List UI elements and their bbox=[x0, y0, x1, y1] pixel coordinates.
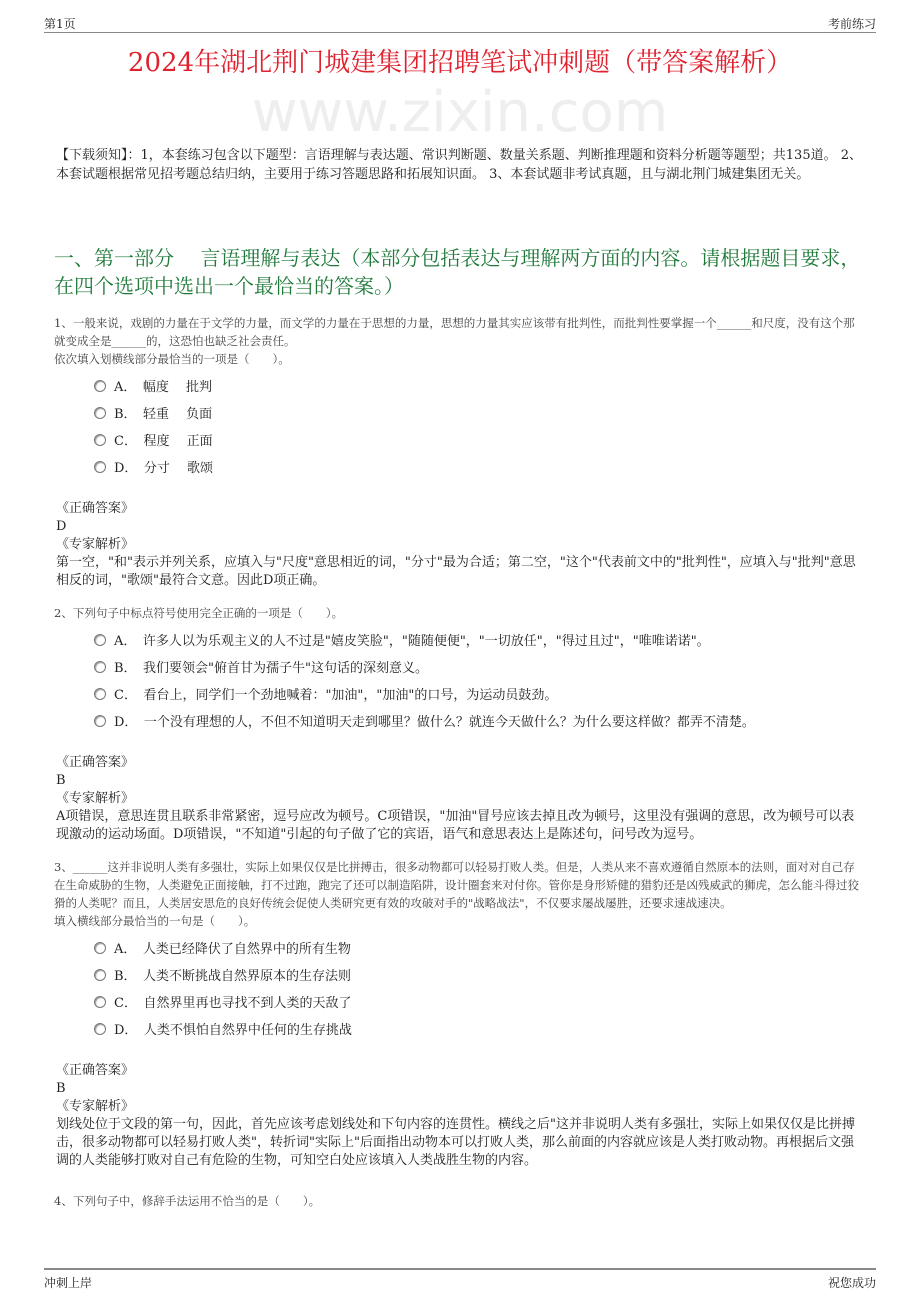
option-label: C． 自然界里再也寻找不到人类的天敌了 bbox=[114, 996, 352, 1011]
option-c[interactable] bbox=[94, 990, 866, 1017]
radio-icon[interactable] bbox=[94, 969, 106, 981]
option-b[interactable] bbox=[94, 963, 866, 990]
option-label: D． 分寸 歌颂 bbox=[114, 461, 214, 476]
option-label: B． 轻重 负面 bbox=[114, 407, 213, 422]
answer-value: B bbox=[56, 773, 66, 788]
answer-label: 《正确答案》 bbox=[56, 1063, 135, 1078]
header-label: 考前练习 bbox=[827, 17, 876, 31]
answer-label: 《正确答案》 bbox=[56, 755, 135, 770]
answer-value: D bbox=[56, 519, 67, 534]
option-c[interactable] bbox=[94, 682, 866, 709]
option-d[interactable] bbox=[94, 455, 866, 482]
radio-icon[interactable] bbox=[94, 380, 106, 392]
option-label: C． 程度 正面 bbox=[114, 434, 213, 449]
question-stem: 2、下列句子中标点符号使用完全正确的一项是（ ）。 bbox=[54, 606, 344, 620]
page-footer bbox=[44, 1268, 876, 1291]
answer-label: 《正确答案》 bbox=[56, 501, 135, 516]
option-label: C． 看台上，同学们一个劲地喊着："加油"，"加油"的口号，为运动员鼓劲。 bbox=[114, 688, 558, 703]
radio-icon[interactable] bbox=[94, 942, 106, 954]
analysis-label: 《专家解析》 bbox=[56, 791, 135, 806]
radio-icon[interactable] bbox=[94, 1023, 106, 1035]
document-body bbox=[54, 146, 866, 1264]
analysis-text: 划线处位于文段的第一句，因此，首先应该考虑划线处和下句内容的连贯性。横线之后"这并非说明人类有多强壮，实际上如果仅仅是比拼搏击，很多动物都可以轻易打败人类"，转折词"实际上"后面指出动物本可以打败人类，那么前面的内容就应该是人类打败动物。再根据后文强调的人类能够打败对自己有危险的生物，可知空白处应该填入人类战胜生物的内容。 bbox=[56, 1117, 855, 1168]
section-heading: 一、第一部分 言语理解与表达（本部分包括表达与理解两方面的内容。请根据题目要求，在四个选项中选出一个最恰当的答案。） bbox=[54, 246, 861, 298]
radio-icon[interactable] bbox=[94, 688, 106, 700]
option-label: A． 许多人以为乐观主义的人不过是"嬉皮笑脸"，"随随便便"，"一切放任"，"得过且过"，"唯唯诺诺"。 bbox=[114, 634, 710, 649]
footer-left: 冲刺上岸 bbox=[44, 1276, 93, 1290]
question-stem: 3、______这并非说明人类有多强壮，实际上如果仅仅是比拼搏击，很多动物都可以轻易打败人类。但是，人类从来不喜欢遵循自然原本的法则，面对对自己存在生命威胁的生物，人类避免正面接触，打不过跑，跑完了还可以制造陷阱，设计圈套来对付你。管你是身形矫健的猎豹还是凶残威武的狮虎，怎么能斗得过狡猾的人类呢？而且，人类居安思危的良好传统会促使人类研究更有效的攻破对手的"战略战法"，不仅要求屡战屡胜，还要求速战速决。 填入横线部分最恰当的一句是（ ）。 bbox=[54, 860, 859, 928]
option-label: A． 人类已经降伏了自然界中的所有生物 bbox=[114, 942, 351, 957]
option-list bbox=[54, 936, 866, 1044]
option-b[interactable] bbox=[94, 655, 866, 682]
answer-block bbox=[54, 1062, 866, 1170]
radio-icon[interactable] bbox=[94, 407, 106, 419]
watermark: www.zixin.com bbox=[251, 80, 669, 145]
question-stem: 4、下列句子中，修辞手法运用不恰当的是（ ）。 bbox=[54, 1194, 321, 1208]
radio-icon[interactable] bbox=[94, 434, 106, 446]
option-b[interactable] bbox=[94, 401, 866, 428]
option-a[interactable] bbox=[94, 374, 866, 401]
answer-value: B bbox=[56, 1081, 66, 1096]
radio-icon[interactable] bbox=[94, 461, 106, 473]
analysis-text: 第一空，"和"表示并列关系，应填入与"尺度"意思相近的词，"分寸"最为合适；第二空，"这个"代表前文中的"批判性"，应填入与"批判"意思相反的词，"歌颂"最符合文意。因此D项正确。 bbox=[56, 555, 856, 588]
option-label: A． 幅度 批判 bbox=[114, 380, 213, 395]
option-list bbox=[54, 628, 866, 736]
download-notice: 【下载须知】：1，本套练习包含以下题型：言语理解与表达题、常识判断题、数量关系题、判断推理题和资料分析题等题型；共135道。 2、本套试题根据常见招考题总结归纳，主要用于练习答题思路和拓展知识面。 3、本套试题非考试真题，且与湖北荆门城建集团无关。 bbox=[56, 148, 862, 182]
option-label: B． 我们要领会"俯首甘为孺子牛"这句话的深刻意义。 bbox=[114, 661, 429, 676]
page-number: 第1页 bbox=[44, 17, 76, 31]
footer-right: 祝您成功 bbox=[827, 1276, 876, 1290]
option-d[interactable] bbox=[94, 709, 866, 736]
analysis-label: 《专家解析》 bbox=[56, 537, 135, 552]
answer-block bbox=[54, 754, 866, 844]
document-title: 2024年湖北荆门城建集团招聘笔试冲刺题（带答案解析） bbox=[127, 48, 793, 78]
option-label: D． 人类不惧怕自然界中任何的生存挑战 bbox=[114, 1023, 352, 1038]
option-label: D． 一个没有理想的人，不但不知道明天走到哪里？做什么？就连今天做什么？为什么要这样做？都弄不清楚。 bbox=[114, 715, 755, 730]
radio-icon[interactable] bbox=[94, 634, 106, 646]
question-stem: 1、一般来说，戏剧的力量在于文学的力量，而文学的力量在于思想的力量，思想的力量其实应该带有批判性，而批判性要掌握一个______和尺度，没有这个那就变成全是______的，这恐怕也缺乏社会责任。 依次填入划横线部分最恰当的一项是（ ）。 bbox=[54, 316, 855, 366]
analysis-label: 《专家解析》 bbox=[56, 1099, 135, 1114]
option-d[interactable] bbox=[94, 1017, 866, 1044]
analysis-text: A项错误，意思连贯且联系非常紧密，逗号应改为顿号。C项错误，"加油"冒号应该去掉且改为顿号，这里没有强调的意思，改为顿号可以表现激动的运动场面。D项错误，"不知道"引起的句子做了它的宾语，语气和意思表达上是陈述句，问号改为逗号。 bbox=[56, 809, 855, 842]
option-a[interactable] bbox=[94, 936, 866, 963]
radio-icon[interactable] bbox=[94, 996, 106, 1008]
answer-block bbox=[54, 500, 866, 590]
page-header bbox=[44, 14, 876, 33]
radio-icon[interactable] bbox=[94, 715, 106, 727]
option-c[interactable] bbox=[94, 428, 866, 455]
option-label: B． 人类不断挑战自然界原本的生存法则 bbox=[114, 969, 352, 984]
option-a[interactable] bbox=[94, 628, 866, 655]
radio-icon[interactable] bbox=[94, 661, 106, 673]
option-list bbox=[54, 374, 866, 482]
